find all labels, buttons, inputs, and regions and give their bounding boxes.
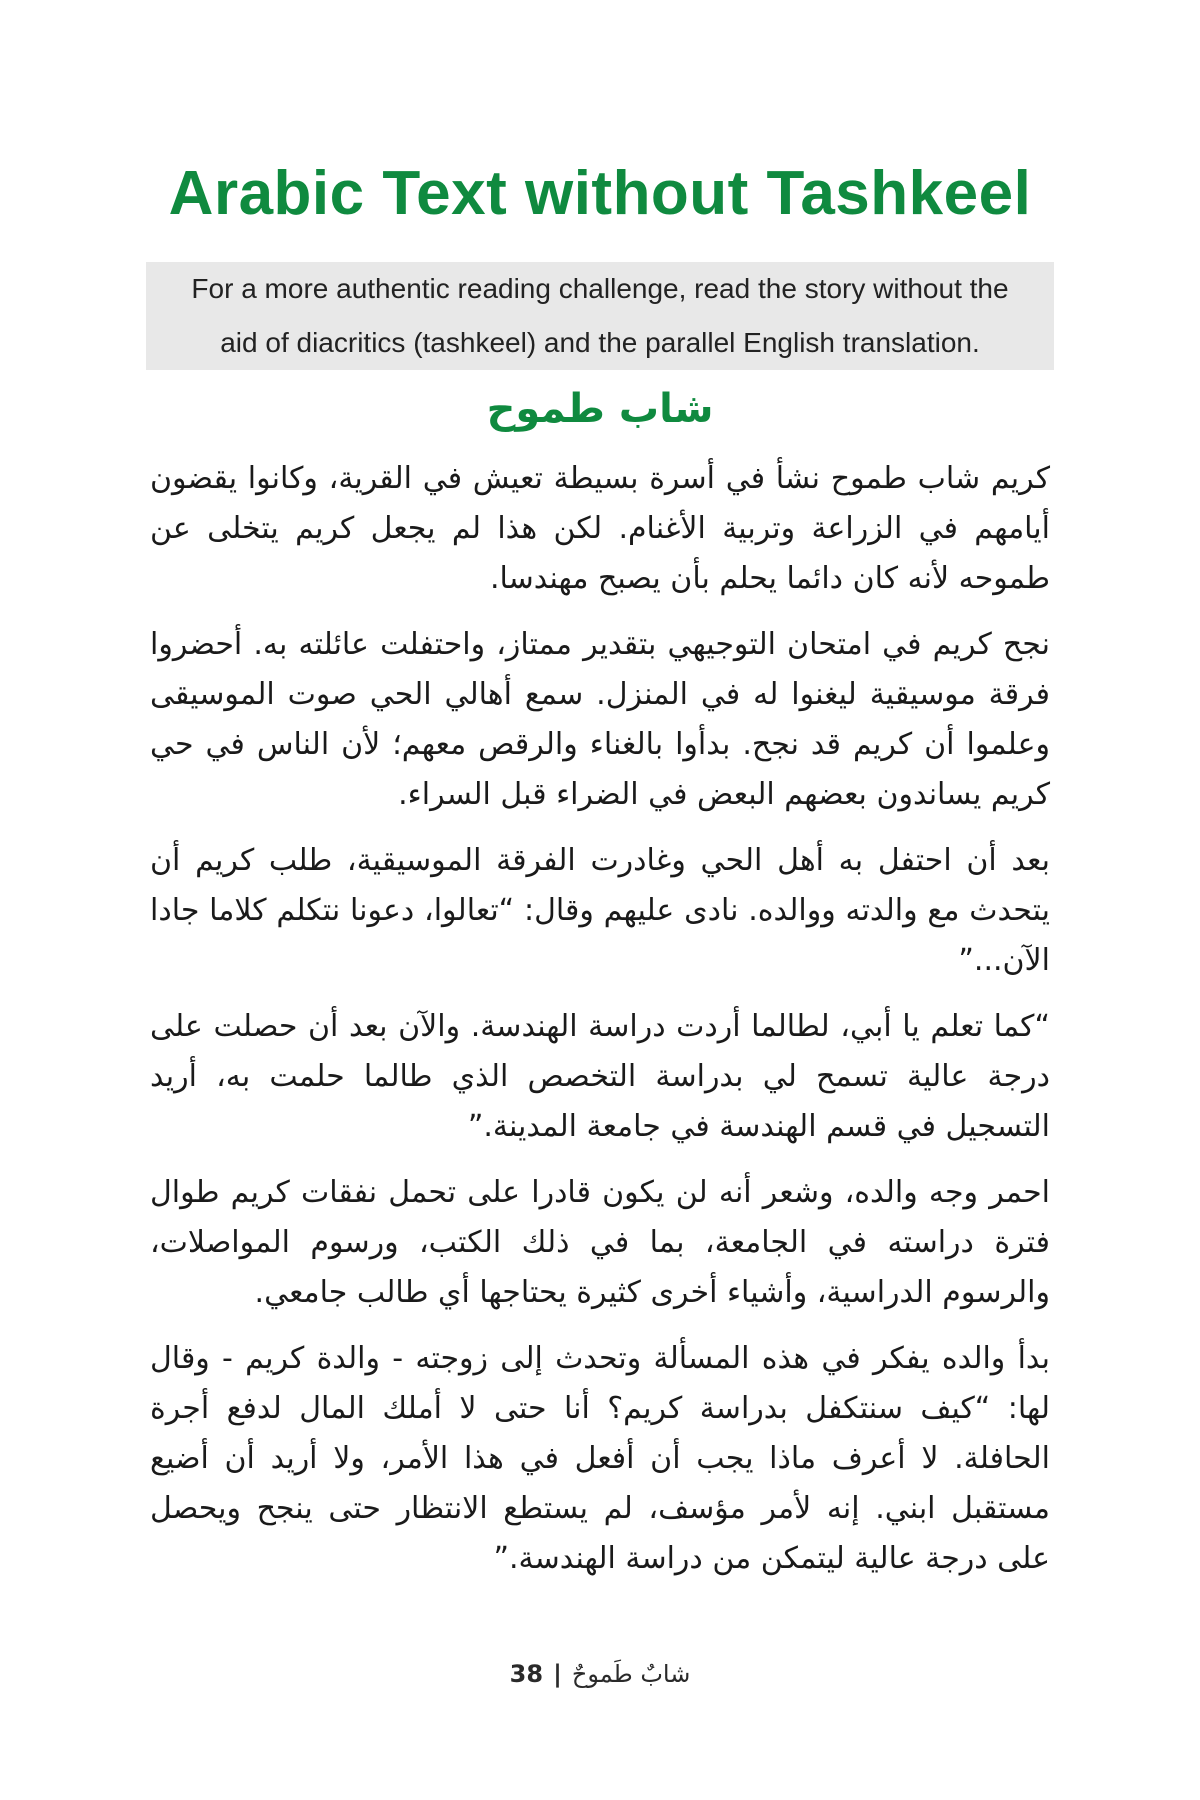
story-title: شاب طموح xyxy=(486,386,714,432)
story-body xyxy=(150,454,1050,1600)
intro-box xyxy=(146,262,1054,370)
story-paragraph: “كما تعلم يا أبي، لطالما أردت دراسة الهندسة. والآن بعد أن حصلت على درجة عالية تسمح لي بدراسة التخصص الذي طالما حلمت به، أريد التسجيل في قسم الهندسة في جامعة المدينة.” xyxy=(150,1009,1050,1144)
story-paragraph: بدأ والده يفكر في هذه المسألة وتحدث إلى زوجته - والدة كريم - وقال لها: “كيف سنتكفل بدراسة كريم؟ أنا حتى لا أملك المال لدفع أجرة الحافلة. لا أعرف ماذا يجب أن أفعل في هذا الأمر، ولا أريد أن أضيع مستقبل ابني. إنه لأمر مؤسف، لم يستطع الانتظار حتى ينجح ويحصل على درجة عالية ليتمكن من دراسة الهندسة.” xyxy=(150,1341,1050,1576)
intro-line-2: aid of diacritics (tashkeel) and the parallel English translation. xyxy=(220,327,980,358)
story-paragraph: احمر وجه والده، وشعر أنه لن يكون قادرا على تحمل نفقات كريم طوال فترة دراسته في الجامعة، بما في ذلك الكتب، ورسوم المواصلات، والرسوم الدراسية، وأشياء أخرى كثيرة يحتاجها أي طالب جامعي. xyxy=(150,1175,1050,1310)
page-number: 38 xyxy=(509,1660,544,1688)
story-paragraph: كريم شاب طموح نشأ في أسرة بسيطة تعيش في القرية، وكانوا يقضون أيامهم في الزراعة وتربية الأغنام. لكن هذا لم يجعل كريم يتخلى عن طموحه لأنه كان دائما يحلم بأن يصبح مهندسا. xyxy=(150,461,1050,596)
footer-book-title: شابٌ طَموحٌ xyxy=(571,1660,691,1688)
page-heading: Arabic Text without Tashkeel xyxy=(168,159,1032,228)
footer-separator: | xyxy=(553,1660,562,1688)
story-paragraph: نجح كريم في امتحان التوجيهي بتقدير ممتاز، واحتفلت عائلته به. أحضروا فرقة موسيقية ليغنوا له في المنزل. سمع أهالي الحي صوت الموسيقى وعلموا أن كريم قد نجح. بدأوا بالغناء والرقص معهم؛ لأن الناس في حي كريم يساندون بعضهم البعض في الضراء قبل السراء. xyxy=(150,627,1050,812)
intro-line-1: For a more authentic reading challenge, read the story without the xyxy=(191,273,1009,304)
story-paragraph: بعد أن احتفل به أهل الحي وغادرت الفرقة الموسيقية، طلب كريم أن يتحدث مع والدته ووالده. نادى عليهم وقال: “تعالوا، دعونا نتكلم كلاما جادا الآن...” xyxy=(150,843,1050,978)
page-footer xyxy=(0,1660,1200,1688)
